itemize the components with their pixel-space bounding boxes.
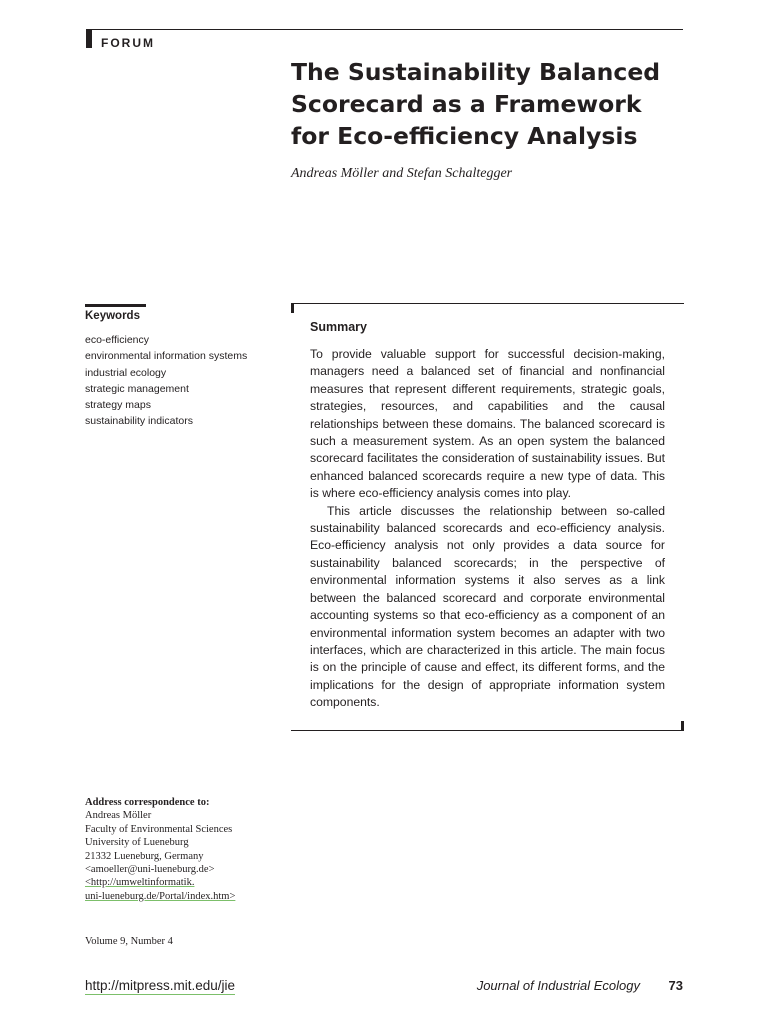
title-line: Scorecard as a Framework <box>291 90 642 118</box>
address-line: Faculty of Environmental Sciences <box>85 823 233 835</box>
summary-bottom-tick <box>681 721 684 731</box>
keywords-rule <box>85 304 146 307</box>
forum-marker <box>86 30 92 48</box>
keyword-item: industrial ecology <box>85 366 167 379</box>
address-url-link[interactable]: <http://umweltinformatik. <box>85 877 195 889</box>
section-label: FORUM <box>101 36 155 50</box>
summary-body <box>310 346 665 712</box>
article-title <box>291 56 691 152</box>
address-heading: Address correspondence to: <box>85 797 210 808</box>
keyword-item: strategic management <box>85 382 189 395</box>
summary-bottom-rule <box>291 730 684 731</box>
address-line: Andreas Möller <box>85 810 152 822</box>
keyword-item: sustainability indicators <box>85 415 193 428</box>
keyword-item: strategy maps <box>85 399 151 412</box>
keyword-item: environmental information systems <box>85 350 248 363</box>
title-line: for Eco-efficiency Analysis <box>291 122 638 150</box>
address-url-link[interactable]: uni-lueneburg.de/Portal/index.htm> <box>85 890 236 902</box>
article-authors: Andreas Möller and Stefan Schaltegger <box>291 166 513 181</box>
page-number: 73 <box>668 978 683 993</box>
forum-rule <box>86 29 683 30</box>
correspondence-address <box>85 796 235 903</box>
title-line: The Sustainability Balanced <box>291 58 661 86</box>
volume-number: Volume 9, Number 4 <box>85 936 173 947</box>
keywords-list <box>85 332 247 430</box>
keyword-item: eco-efficiency <box>85 334 150 346</box>
summary-paragraph: This article discusses the relationship between so-called sustainability balanced scorecards and eco-efficiency analysis. Eco-efficiency analysis not only provides a data source for sustainability balanced scorecards; in the perspective of environmental information systems it also serves as a link between the balanced scorecard and corporate environmental accounting systems so that eco-efficiency as a component of an environmental information system becomes an adapter with two interfaces, which are characterized in this article. The main focus is on the principle of cause and effect, its different forms, and the implications for the design of appropriate information system components. <box>310 503 665 710</box>
summary-paragraph: To provide valuable support for successful decision-making, managers need a balanced set of financial and nonfinancial measures that represent different requirements, strategic goals, strategies, resources, and capabilities and the causal relationships between these domains. The balanced scorecard is such a measurement system. As an open system the balanced scorecard facilitates the consideration of sustainability issues. But enhanced balanced scorecards require a new type of data. This is where eco-efficiency analysis comes into play. <box>310 347 665 501</box>
address-line: 21332 Lueneburg, Germany <box>85 850 204 862</box>
summary-top-tick <box>291 303 294 313</box>
keywords-heading: Keywords <box>85 310 140 322</box>
summary-heading: Summary <box>310 320 367 334</box>
address-email[interactable]: <amoeller@uni-lueneburg.de> <box>85 864 215 876</box>
address-line: University of Lueneburg <box>85 837 189 849</box>
summary-top-rule <box>291 303 684 304</box>
footer-journal-name: Journal of Industrial Ecology <box>476 978 640 993</box>
footer-url-link[interactable]: http://mitpress.mit.edu/jie <box>85 978 236 993</box>
